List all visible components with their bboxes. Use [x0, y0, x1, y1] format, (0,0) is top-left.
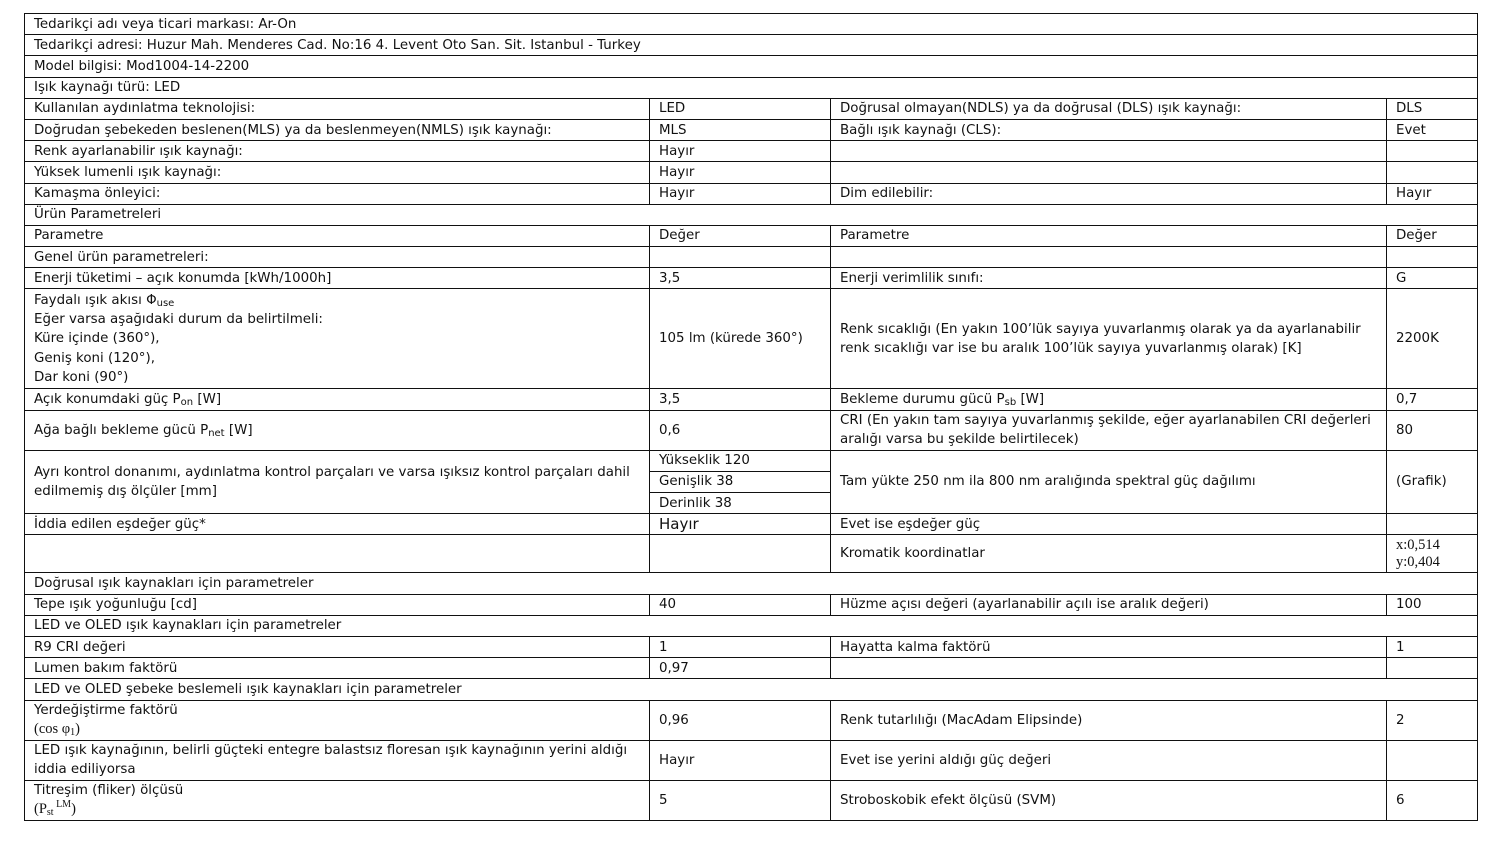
header-value: Değer: [650, 225, 831, 246]
empty-cell: [1387, 247, 1478, 268]
spectral-distribution-label: Tam yükte 250 nm ila 800 nm aralığında spektral güç dağılımı: [831, 450, 1387, 514]
colour-consistency-label: Renk tutarlılığı (MacAdam Elipsinde): [831, 700, 1387, 740]
high-lumen-value: Hayır: [650, 162, 831, 183]
on-mode-power-label: [25, 389, 650, 410]
table-row: [25, 514, 1478, 535]
header-parameter: Parametre: [25, 225, 650, 246]
section-led-oled: LED ve OLED ışık kaynakları için parametreler: [25, 615, 1478, 636]
empty-cell: [1387, 514, 1478, 535]
mains-label: Doğrudan şebekeden beslenen(MLS) ya da beslenmeyen(NMLS) ışık kaynağı:: [25, 119, 650, 140]
technology-value: LED: [650, 98, 831, 119]
color-temperature-line1: Renk sıcaklığı (En yakın 100’lük sayıya yuvarlanmış olarak ya da ayarlanabilir: [840, 321, 1361, 337]
supplier-address: Tedarikçi adresi: Huzur Mah. Menderes Cad. No:16 4. Levent Oto San. Sit. Istanbul - Turkey: [25, 35, 1478, 56]
table-row: [25, 410, 1478, 450]
stroboscopic-label: Stroboskobik efekt ölçüsü (SVM): [831, 780, 1387, 820]
displacement-factor-formula: (cos φ: [34, 721, 71, 737]
color-temperature-value: 2200K: [1387, 289, 1478, 389]
technology-label: Kullanılan aydınlatma teknolojisi:: [25, 98, 650, 119]
empty-cell: [831, 162, 1387, 183]
on-mode-power-subscript: on: [180, 397, 194, 409]
anti-glare-value: Hayır: [650, 183, 831, 204]
dimension-height: Yükseklik 120: [650, 450, 831, 471]
dimensions-label: [25, 450, 650, 514]
replaced-power-label: Evet ise yerini aldığı güç değeri: [831, 740, 1387, 780]
mains-value: MLS: [650, 119, 831, 140]
cri-line1: CRI (En yakın tam sayıya yuvarlanmış şekilde, eğer ayarlanabilen CRI değerleri: [840, 412, 1371, 428]
lumen-maintenance-label: Lumen bakım faktörü: [25, 658, 650, 679]
table-row: [25, 780, 1478, 820]
stroboscopic-value: 6: [1387, 780, 1478, 820]
useful-flux-narrow-cone: Dar koni (90°): [34, 369, 129, 385]
standby-power-label: [831, 389, 1387, 410]
energy-class-label: Enerji verimlilik sınıfı:: [831, 268, 1387, 289]
lumen-maintenance-value: 0,97: [650, 658, 831, 679]
flicker-line2: [34, 800, 649, 819]
useful-flux-wide-cone: Geniş koni (120°),: [34, 350, 155, 366]
spectral-distribution-value: (Grafik): [1387, 450, 1478, 514]
table-row: [25, 740, 1478, 780]
connected-label: Bağlı ışık kaynağı (CLS):: [831, 119, 1387, 140]
section-directional: Doğrusal ışık kaynakları için parametreler: [25, 573, 1478, 594]
empty-cell: [1387, 740, 1478, 780]
flicker-formula: (P: [34, 801, 47, 817]
flicker-value: 5: [650, 780, 831, 820]
connected-value: Evet: [1387, 119, 1478, 140]
on-mode-power-text: Açık konumdaki güç P: [34, 392, 181, 408]
tunable-label: Renk ayarlanabilir ışık kaynağı:: [25, 141, 650, 162]
energy-class-value: G: [1387, 268, 1478, 289]
dimension-depth: Derinlik 38: [650, 493, 831, 514]
supplier-name: Tedarikçi adı veya ticari markası: Ar-On: [25, 14, 1478, 35]
product-information-sheet: [24, 13, 1478, 821]
useful-flux-title: Faydalı ışık akısı Φ: [34, 292, 157, 308]
useful-flux-value: 105 lm (kürede 360°): [650, 289, 831, 389]
peak-intensity-label: Tepe ışık yoğunluğu [cd]: [25, 594, 650, 615]
empty-cell: [1387, 162, 1478, 183]
color-temperature-line2: renk sıcaklığı var ise bu aralık 100’lük sayıya yuvarlanmış olarak) [K]: [840, 340, 1302, 356]
table-row: [25, 636, 1478, 657]
empty-cell: [1387, 658, 1478, 679]
empty-cell: [25, 535, 650, 573]
table-row: [25, 268, 1478, 289]
flicker-close: ): [71, 801, 76, 817]
table-row: [25, 700, 1478, 740]
empty-cell: [1387, 141, 1478, 162]
displacement-factor-value: 0,96: [650, 700, 831, 740]
header-value: Değer: [1387, 225, 1478, 246]
section-product-parameters: Ürün Parametreleri: [25, 204, 1478, 225]
table-row: [25, 389, 1478, 410]
table-row: [25, 35, 1478, 56]
table-row: [25, 183, 1478, 204]
flicker-line1: Titreşim (fliker) ölçüsü: [34, 782, 184, 798]
empty-cell: [650, 535, 831, 573]
dimension-width: Genişlik 38: [650, 471, 831, 492]
claimed-equivalent-label: İddia edilen eşdeğer güç*: [25, 514, 650, 535]
empty-cell: [831, 247, 1387, 268]
flicker-superscript: LM: [53, 799, 72, 811]
flicker-label: [25, 780, 650, 820]
useful-flux-sphere: Küre içinde (360°),: [34, 331, 160, 347]
networked-standby-text: Ağa bağlı bekleme gücü P: [34, 422, 209, 438]
r9-label: R9 CRI değeri: [25, 636, 650, 657]
table-row: [25, 98, 1478, 119]
survival-factor-label: Hayatta kalma faktörü: [831, 636, 1387, 657]
table-row: [25, 56, 1478, 77]
cri-line2: aralığı varsa bu şekilde belirtilecek): [840, 432, 1079, 448]
table-row: [25, 679, 1478, 700]
chromaticity-value: [1387, 535, 1478, 573]
useful-flux-note: Eğer varsa aşağıdaki durum da belirtilmeli:: [34, 311, 323, 327]
model-info: Model bilgisi: Mod1004-14-2200: [25, 56, 1478, 77]
table-row: [25, 289, 1478, 389]
general-parameters-label: Genel ürün parametreleri:: [25, 247, 650, 268]
table-row: [25, 450, 1478, 471]
table-row: [25, 119, 1478, 140]
cri-label: [831, 410, 1387, 450]
claimed-equivalent-value: Hayır: [650, 514, 831, 535]
table-row: [25, 658, 1478, 679]
r9-value: 1: [650, 636, 831, 657]
dimensions-line2: edilmemiş dış ölçüler [mm]: [34, 483, 217, 499]
table-row: [25, 594, 1478, 615]
networked-standby-unit: [W]: [224, 422, 253, 438]
replacement-claim-value: Hayır: [650, 740, 831, 780]
displacement-factor-line2: [34, 720, 649, 739]
flicker-subscript: st: [46, 807, 54, 818]
chromaticity-y: y:0,404: [1396, 553, 1440, 570]
empty-cell: [831, 141, 1387, 162]
table-row: [25, 247, 1478, 268]
tunable-value: Hayır: [650, 141, 831, 162]
chromaticity-label: Kromatik koordinatlar: [831, 535, 1387, 573]
displacement-factor-close: ): [75, 721, 80, 737]
networked-standby-label: [25, 410, 650, 450]
standby-power-subscript: sb: [1004, 397, 1017, 409]
useful-flux-label: [25, 289, 650, 389]
standby-power-text: Bekleme durumu gücü P: [840, 392, 1005, 408]
replacement-claim-label: [25, 740, 650, 780]
table-row: [25, 573, 1478, 594]
equivalent-power-label: Evet ise eşdeğer güç: [831, 514, 1387, 535]
replacement-claim-line2: iddia ediliyorsa: [34, 762, 136, 777]
dimmable-value: Hayır: [1387, 183, 1478, 204]
chromaticity-x: x:0,514: [1396, 536, 1440, 553]
directional-type-label: Doğrusal olmayan(NDLS) ya da doğrusal (DLS) ışık kaynağı:: [831, 98, 1387, 119]
section-led-oled-mains: LED ve OLED şebeke beslemeli ışık kaynakları için parametreler: [25, 679, 1478, 700]
table-row: [25, 77, 1478, 98]
displacement-factor-subscript: 1: [70, 727, 76, 738]
energy-label: Enerji tüketimi – açık konumda [kWh/1000h]: [25, 268, 650, 289]
displacement-factor-line1: Yerdeğiştirme faktörü: [34, 702, 178, 718]
replacement-claim-line1: LED ışık kaynağının, belirli güçteki entegre balastsız floresan ışık kaynağının yerini aldığı: [34, 742, 628, 758]
on-mode-power-unit: [W]: [193, 392, 222, 408]
beam-angle-label: Hüzme açısı değeri (ayarlanabilir açılı ise aralık değeri): [831, 594, 1387, 615]
standby-power-unit: [W]: [1016, 392, 1045, 408]
dimensions-line1: Ayrı kontrol donanımı, aydınlatma kontrol parçaları ve varsa ışıksız kontrol parçaları dahil: [34, 464, 630, 480]
table-row: [25, 535, 1478, 573]
energy-value: 3,5: [650, 268, 831, 289]
networked-standby-value: 0,6: [650, 410, 831, 450]
table-row: [25, 204, 1478, 225]
useful-flux-subscript: use: [156, 297, 175, 309]
empty-cell: [831, 658, 1387, 679]
cri-value: 80: [1387, 410, 1478, 450]
peak-intensity-value: 40: [650, 594, 831, 615]
empty-cell: [650, 247, 831, 268]
high-lumen-label: Yüksek lumenli ışık kaynağı:: [25, 162, 650, 183]
table-row: [25, 162, 1478, 183]
table-row: [25, 615, 1478, 636]
colour-consistency-value: 2: [1387, 700, 1478, 740]
header-parameter: Parametre: [831, 225, 1387, 246]
table-row: [25, 141, 1478, 162]
table-row: [25, 14, 1478, 35]
beam-angle-value: 100: [1387, 594, 1478, 615]
displacement-factor-label: [25, 700, 650, 740]
survival-factor-value: 1: [1387, 636, 1478, 657]
color-temperature-label: [831, 289, 1387, 389]
directional-type-value: DLS: [1387, 98, 1478, 119]
anti-glare-label: Kamaşma önleyici:: [25, 183, 650, 204]
networked-standby-subscript: net: [208, 427, 225, 439]
light-source-type: Işık kaynağı türü: LED: [25, 77, 1478, 98]
table-row: [25, 225, 1478, 246]
dimmable-label: Dim edilebilir:: [831, 183, 1387, 204]
standby-power-value: 0,7: [1387, 389, 1478, 410]
on-mode-power-value: 3,5: [650, 389, 831, 410]
